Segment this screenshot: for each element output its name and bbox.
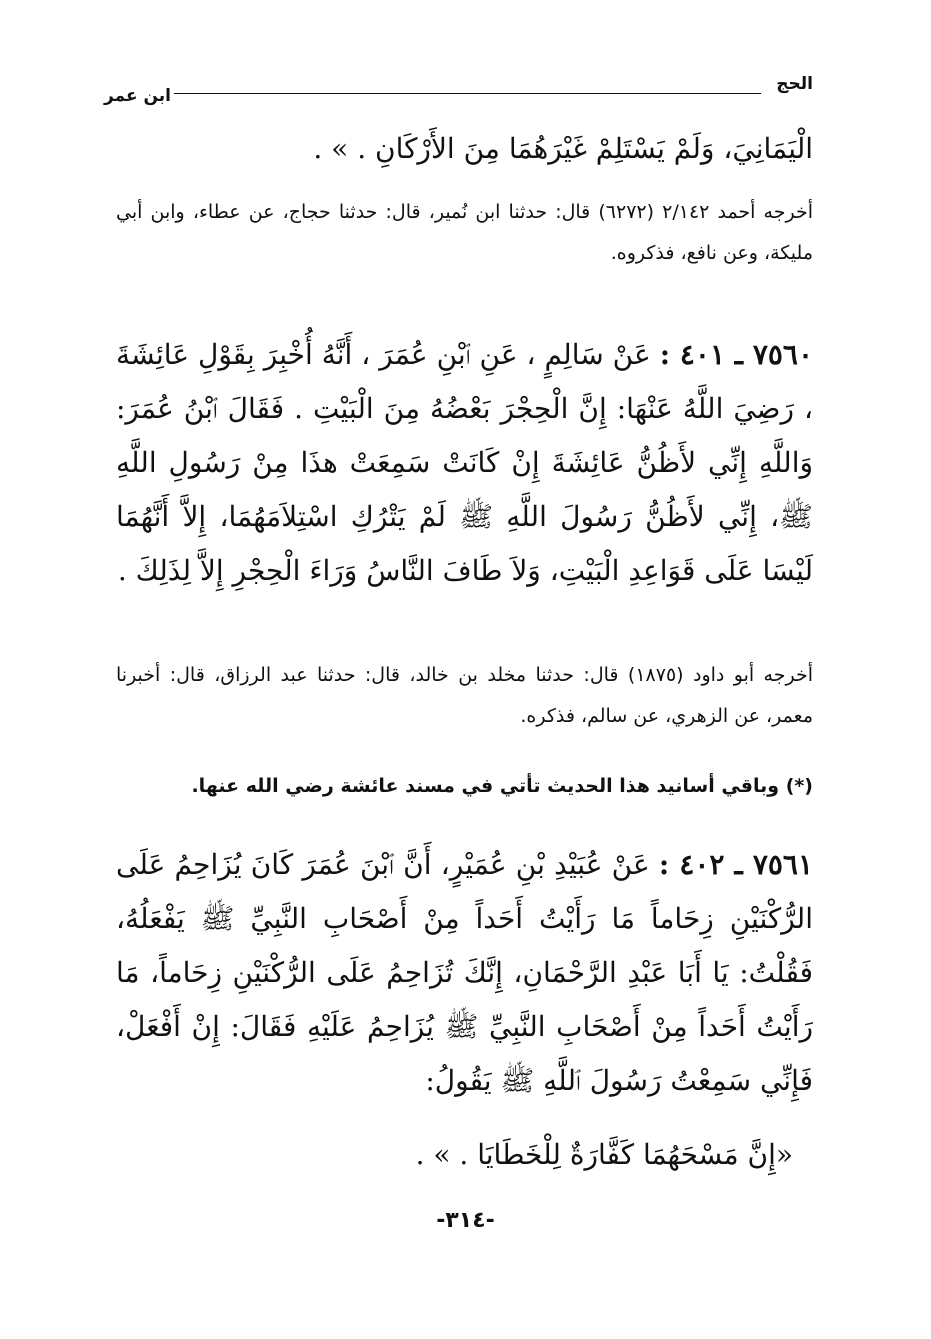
hadith-7560-text: عَنْ سَالِمٍ ، عَنِ ٱبْنِ عُمَرَ ، أَنَّهُ أُخْبِرَ بِقَوْلِ عَائِشَةَ ، رَضِيَ اللَّهُ عَنْهَا: إِنَّ الْحِجْرَ بَعْضُهُ مِنَ الْبَيْتِ . فَقَالَ ٱبْنُ عُمَرَ: وَاللَّهِ إِنِّي لأَظُنُّ عَائِشَةَ إِنْ كَانَتْ سَمِعَتْ هذَا مِنْ رَسُولِ اللَّهِ ﷺ، إِنِّي لأَظُنُّ رَسُولَ اللَّهِ ﷺ لَمْ يَتْرُكِ اسْتِلاَمَهُمَا، إِلاَّ أَنَّهُمَا لَيْسَا عَلَى قَوَاعِدِ الْبَيْتِ، وَلاَ طَافَ النَّاسُ وَرَاءَ الْحِجْرِ إِلاَّ لِذَلِكَ . bbox=[116, 338, 813, 587]
header-rule bbox=[174, 93, 761, 94]
hadith-7560-number: ٧٥٦٠ ـ ٤٠١ : bbox=[659, 338, 813, 371]
hadith-continuation bbox=[116, 122, 813, 176]
takhrij-ahmad-text: أخرجه أحمد ٢/١٤٢ (٦٢٧٢) قال: حدثنا ابن نُمير، قال: حدثنا حجاج، عن عطاء، وابن أبي مليكة، وعن نافع، فذكروه. bbox=[116, 201, 813, 264]
hadith-7560 bbox=[116, 328, 813, 598]
footnote bbox=[116, 766, 813, 806]
hadith-7561-number: ٧٥٦١ ـ ٤٠٢ : bbox=[658, 848, 813, 881]
takhrij-abu-dawud bbox=[116, 655, 813, 737]
takhrij-ahmad bbox=[116, 192, 813, 274]
hadith-7561-quote bbox=[116, 1128, 793, 1182]
hadith-7561-quote-text: «إِنَّ مَسْحَهُمَا كَفَّارَةٌ لِلْخَطَايَا . » . bbox=[415, 1138, 793, 1171]
hadith-7561-text: عَنْ عُبَيْدِ بْنِ عُمَيْرٍ، أَنَّ ٱبْنَ عُمَرَ كَانَ يُزَاحِمُ عَلَى الرُّكْنَيْنِ زِحَاماً مَا رَأَيْتُ أَحَداً مِنْ أَصْحَابِ النَّبِيِّ ﷺ يَفْعَلُهُ، فَقُلْتُ: يَا أَبَا عَبْدِ الرَّحْمَانِ، إِنَّكَ تُزَاحِمُ عَلَى الرُّكْنَيْنِ زِحَاماً، مَا رَأَيْتُ أَحَداً مِنْ أَصْحَابِ النَّبِيِّ ﷺ يُزَاحِمُ عَلَيْهِ فَقَالَ: إِنْ أَفْعَلْ، فَإِنِّي سَمِعْتُ رَسُولَ ٱللَّهِ ﷺ يَقُولُ: bbox=[116, 848, 813, 1097]
footnote-text: (*) وباقي أسانيد هذا الحديث تأتي في مسند عائشة رضي الله عنها. bbox=[191, 775, 813, 797]
page-number bbox=[0, 1208, 931, 1233]
page-number-text: -٣١٤- bbox=[436, 1208, 495, 1233]
hadith-continuation-text: الْيَمَانِيَ، وَلَمْ يَسْتَلِمْ غَيْرَهُمَا مِنَ الأَرْكَانِ . » . bbox=[313, 132, 813, 165]
takhrij-abu-dawud-text: أخرجه أبو داود (١٨٧٥) قال: حدثنا مخلد بن خالد، قال: حدثنا عبد الرزاق، قال: أخبرنا معمر، عن الزهري، عن سالم، فذكره. bbox=[116, 664, 813, 727]
book-section-title: الحج bbox=[776, 74, 813, 94]
narrator-title: ابن عمر bbox=[104, 86, 172, 106]
hadith-7561 bbox=[116, 838, 813, 1108]
running-header bbox=[104, 74, 813, 104]
